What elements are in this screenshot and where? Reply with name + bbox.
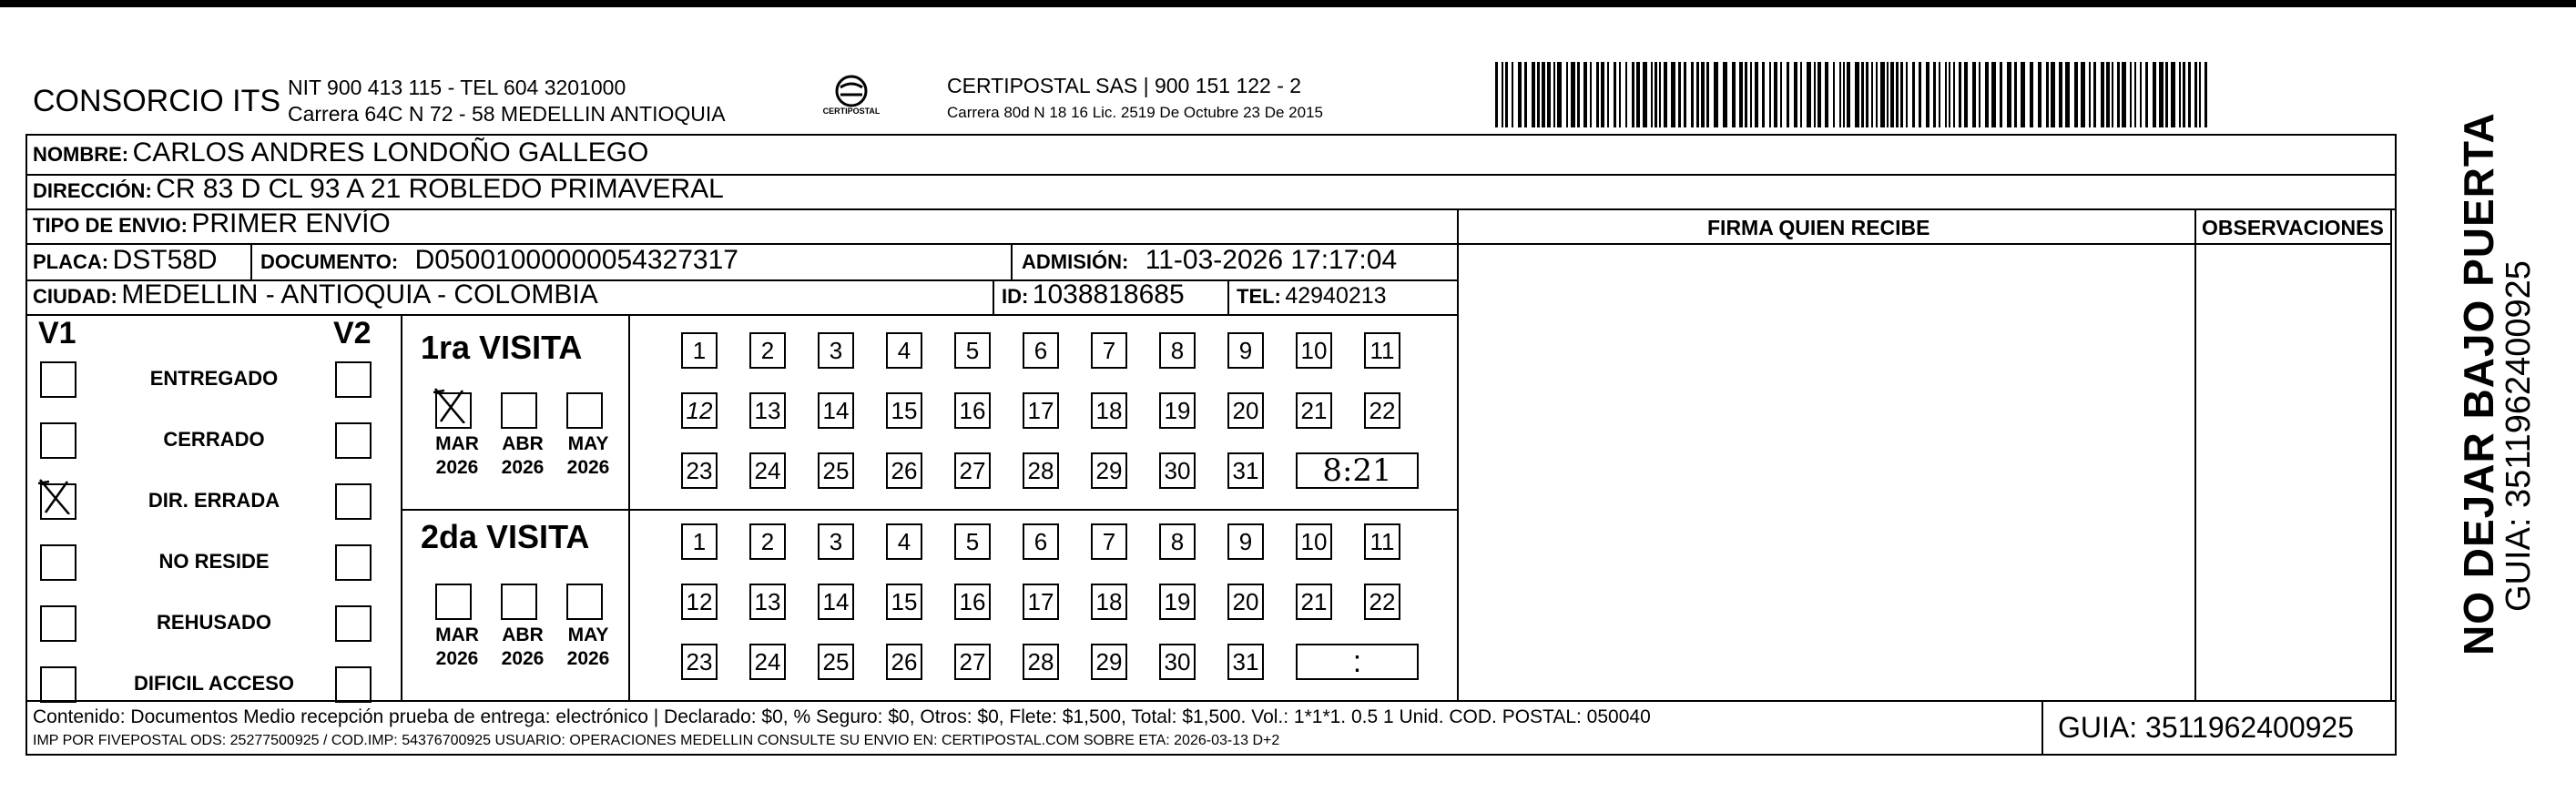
v2-label: V2 bbox=[333, 316, 372, 350]
month-checkbox[interactable] bbox=[566, 584, 603, 620]
day-box: 31 bbox=[1227, 452, 1264, 489]
barcode-bar bbox=[1794, 62, 1797, 127]
divider bbox=[1457, 208, 1459, 700]
direccion-value: CR 83 D CL 93 A 21 ROBLEDO PRIMAVERAL bbox=[156, 174, 724, 204]
month-label bbox=[559, 624, 617, 671]
barcode-bar bbox=[2065, 62, 2070, 127]
day-box: 16 bbox=[954, 392, 991, 429]
status-label: DIR. ERRADA bbox=[148, 489, 280, 512]
month-year: 2026 bbox=[566, 457, 610, 478]
barcode-bar bbox=[1949, 62, 1950, 127]
day-box: 23 bbox=[681, 452, 718, 489]
observaciones-label: OBSERVACIONES bbox=[2202, 216, 2384, 239]
status-label: DIFICIL ACCESO bbox=[133, 672, 294, 695]
v2-checkbox[interactable] bbox=[335, 544, 372, 581]
documento-label: DOCUMENTO: bbox=[260, 250, 399, 273]
barcode-bar bbox=[1807, 62, 1811, 127]
day-box: 23 bbox=[681, 644, 718, 680]
nombre-value: CARLOS ANDRES LONDOÑO GALLEGO bbox=[132, 137, 649, 168]
day-box: 26 bbox=[886, 644, 922, 680]
day-box: 2 bbox=[749, 332, 786, 369]
barcode-bar bbox=[1926, 62, 1929, 127]
day-box: 8 bbox=[1159, 332, 1196, 369]
tel-value: 42940213 bbox=[1285, 283, 1387, 309]
barcode-bar bbox=[2204, 62, 2207, 127]
barcode-bar bbox=[2134, 62, 2136, 127]
day-box: 27 bbox=[954, 644, 991, 680]
barcode-bar bbox=[1696, 62, 1699, 127]
day-box: 19 bbox=[1159, 392, 1196, 429]
day-box: 13 bbox=[749, 392, 786, 429]
month-year: 2026 bbox=[501, 648, 545, 669]
day-box: 22 bbox=[1364, 584, 1400, 620]
v1-checkbox[interactable] bbox=[40, 483, 76, 520]
company-name: CONSORCIO ITS bbox=[33, 84, 281, 118]
barcode-bar bbox=[1537, 62, 1540, 127]
barcode-bar bbox=[2165, 62, 2168, 127]
barcode-bar bbox=[1887, 62, 1889, 127]
month-name: MAR bbox=[435, 433, 479, 454]
day-box: 9 bbox=[1227, 332, 1264, 369]
barcode-bar bbox=[1876, 62, 1878, 127]
day-box: 18 bbox=[1091, 392, 1127, 429]
barcode-bar bbox=[1880, 62, 1885, 127]
month-label bbox=[494, 432, 552, 480]
ciudad-label: CIUDAD: bbox=[33, 285, 117, 308]
barcode-bar bbox=[1912, 62, 1915, 127]
v2-checkbox[interactable] bbox=[335, 422, 372, 459]
month-name: MAR bbox=[435, 624, 479, 645]
month-checkbox[interactable] bbox=[435, 584, 472, 620]
day-box: 7 bbox=[1091, 523, 1127, 560]
barcode-bar bbox=[1769, 62, 1771, 127]
divider bbox=[27, 700, 2395, 702]
barcode-bar bbox=[2093, 62, 2096, 127]
nombre-row bbox=[33, 137, 648, 168]
nit-line: NIT 900 413 115 - TEL 604 3201000 bbox=[288, 76, 626, 99]
barcode-bar bbox=[1750, 62, 1752, 127]
barcode-bar bbox=[1512, 62, 1513, 127]
day-box: 8 bbox=[1159, 523, 1196, 560]
barcode-bar bbox=[1991, 62, 1996, 127]
firma-label: FIRMA QUIEN RECIBE bbox=[1707, 216, 1930, 239]
admision-label: ADMISIÓN: bbox=[1022, 250, 1129, 273]
barcode-bar bbox=[1524, 62, 1527, 127]
day-box: 21 bbox=[1296, 392, 1332, 429]
divider bbox=[628, 314, 630, 700]
month-year: 2026 bbox=[566, 648, 610, 669]
day-box: 30 bbox=[1159, 452, 1196, 489]
barcode-bar bbox=[1547, 62, 1551, 127]
month-checkbox[interactable] bbox=[566, 392, 603, 429]
barcode-bar bbox=[1557, 62, 1562, 127]
day-box: 11 bbox=[1364, 332, 1400, 369]
divider bbox=[27, 314, 1457, 316]
barcode-bar bbox=[1625, 62, 1627, 127]
barcode-bar bbox=[1866, 62, 1868, 127]
barcode-bar bbox=[2074, 62, 2078, 127]
barcode-bar bbox=[1985, 62, 1989, 127]
barcode-bar bbox=[1964, 62, 1968, 127]
direccion-row bbox=[33, 174, 724, 205]
imp-line: IMP POR FIVEPOSTAL ODS: 25277500925 / COD.IMP: 54376700925 USUARIO: OPERACIONES MEDELLIN CONSULTE SU ENVIO EN: CERTIPOSTAL.COM SOBRE ETA: 2026-03-13 D+2 bbox=[33, 733, 1280, 748]
barcode-bar bbox=[1919, 62, 1921, 127]
barcode-bar bbox=[2179, 62, 2181, 127]
barcode-bar bbox=[1780, 62, 1782, 127]
barcode-bar bbox=[2021, 62, 2025, 127]
divider bbox=[1011, 243, 1013, 279]
day-box: 14 bbox=[818, 584, 854, 620]
day-box: 28 bbox=[1023, 452, 1059, 489]
side-warning: NO DEJAR BAJO PUERTA bbox=[2455, 112, 2502, 655]
barcode-bar bbox=[2199, 62, 2201, 127]
barcode-bar bbox=[1861, 62, 1864, 127]
barcode-bar bbox=[1571, 62, 1575, 127]
barcode-bar bbox=[1542, 62, 1545, 127]
day-box: 13 bbox=[749, 584, 786, 620]
v1-checkbox[interactable] bbox=[40, 605, 76, 642]
barcode-bar bbox=[2051, 62, 2055, 127]
barcode-bar bbox=[2122, 62, 2126, 127]
barcode-bar bbox=[1906, 62, 1908, 127]
day-box: 15 bbox=[886, 392, 922, 429]
month-year: 2026 bbox=[435, 457, 479, 478]
barcode-bar bbox=[2159, 62, 2164, 127]
day-box: 7 bbox=[1091, 332, 1127, 369]
barcode-bar bbox=[1959, 62, 1961, 127]
barcode-bar bbox=[1619, 62, 1621, 127]
day-box: 22 bbox=[1364, 392, 1400, 429]
divider bbox=[1227, 279, 1229, 314]
day-box: 4 bbox=[886, 332, 922, 369]
barcode-bar bbox=[1800, 62, 1802, 127]
day-box: 12 bbox=[681, 392, 718, 429]
month-checkbox[interactable] bbox=[501, 584, 537, 620]
placa-value: DST58D bbox=[112, 245, 218, 275]
month-label bbox=[559, 432, 617, 480]
day-box: 17 bbox=[1023, 392, 1059, 429]
nombre-label: NOMBRE: bbox=[33, 143, 129, 166]
barcode-bar bbox=[1843, 62, 1845, 127]
barcode-bar bbox=[2112, 62, 2113, 127]
barcode-bar bbox=[1939, 62, 1940, 127]
day-box: 10 bbox=[1296, 523, 1332, 560]
id-label: ID: bbox=[1002, 285, 1029, 308]
logo-text: CERTIPOSTAL bbox=[822, 107, 881, 116]
barcode-bar bbox=[1495, 62, 1498, 127]
v2-checkbox[interactable] bbox=[335, 361, 372, 398]
barcode-bar bbox=[1583, 62, 1587, 127]
barcode-bar bbox=[2089, 62, 2091, 127]
v1-label: V1 bbox=[38, 316, 76, 350]
barcode-bar bbox=[1945, 62, 1947, 127]
barcode-bar bbox=[2188, 62, 2191, 127]
day-box: 5 bbox=[954, 332, 991, 369]
barcode-bar bbox=[1655, 62, 1657, 127]
barcode-bar bbox=[2171, 62, 2175, 127]
day-box: 25 bbox=[818, 644, 854, 680]
day-box: 18 bbox=[1091, 584, 1127, 620]
barcode-bar bbox=[1701, 62, 1705, 127]
tel-label: TEL: bbox=[1237, 285, 1281, 308]
time-box: 8:21 bbox=[1296, 452, 1419, 489]
time-box: : bbox=[1296, 644, 1419, 680]
barcode-bar bbox=[1890, 62, 1894, 127]
x-mark-icon bbox=[432, 387, 468, 423]
first-visit-title: 1ra VISITA bbox=[421, 329, 583, 366]
barcode-bar bbox=[1505, 62, 1508, 127]
day-box: 26 bbox=[886, 452, 922, 489]
barcode-bar bbox=[1817, 62, 1821, 127]
barcode-bar bbox=[1553, 62, 1555, 127]
barcode-bar bbox=[1632, 62, 1634, 127]
day-box: 14 bbox=[818, 392, 854, 429]
month-checkbox[interactable] bbox=[435, 392, 472, 429]
shipping-form bbox=[25, 134, 2397, 756]
day-box: 24 bbox=[749, 452, 786, 489]
barcode-bar bbox=[1814, 62, 1816, 127]
day-box: 3 bbox=[818, 332, 854, 369]
divider bbox=[401, 314, 402, 700]
barcode-bar bbox=[2030, 62, 2033, 127]
id-value: 1038818685 bbox=[1032, 279, 1185, 310]
barcode-bar bbox=[1671, 62, 1675, 127]
day-box: 21 bbox=[1296, 584, 1332, 620]
x-mark-icon bbox=[36, 478, 73, 514]
day-box: 9 bbox=[1227, 523, 1264, 560]
tipo-label: TIPO DE ENVIO: bbox=[33, 214, 188, 237]
barcode-bar bbox=[2014, 62, 2017, 127]
day-box: 19 bbox=[1159, 584, 1196, 620]
barcode-bar bbox=[1762, 62, 1765, 127]
barcode-bar bbox=[1714, 62, 1718, 127]
barcode-bar bbox=[2007, 62, 2011, 127]
side-guia: GUIA: 3511962400925 bbox=[2500, 260, 2538, 612]
barcode-bar bbox=[1590, 62, 1592, 127]
day-box: 31 bbox=[1227, 644, 1264, 680]
barcode-bar bbox=[1871, 62, 1873, 127]
barcode-bar bbox=[2101, 62, 2104, 127]
barcode-bar bbox=[2194, 62, 2197, 127]
barcode-bar bbox=[1825, 62, 1828, 127]
day-box: 1 bbox=[681, 332, 718, 369]
divider bbox=[250, 243, 252, 279]
month-checkbox[interactable] bbox=[501, 392, 537, 429]
day-box: 5 bbox=[954, 523, 991, 560]
v2-checkbox[interactable] bbox=[335, 666, 372, 703]
barcode-bar bbox=[1953, 62, 1955, 127]
ciudad-field bbox=[33, 279, 598, 310]
month-year: 2026 bbox=[501, 457, 545, 478]
day-box: 30 bbox=[1159, 644, 1196, 680]
barcode-bar bbox=[2145, 62, 2148, 127]
certi-line: CERTIPOSTAL SAS | 900 151 122 - 2 bbox=[947, 74, 1302, 97]
v1-checkbox[interactable] bbox=[40, 544, 76, 581]
barcode-bar bbox=[1684, 62, 1686, 127]
barcode-bar bbox=[2046, 62, 2049, 127]
month-label bbox=[428, 624, 486, 671]
day-box: 1 bbox=[681, 523, 718, 560]
status-label: NO RESIDE bbox=[158, 550, 270, 573]
top-border bbox=[0, 0, 2576, 7]
divider bbox=[2041, 700, 2043, 754]
second-visit-title: 2da VISITA bbox=[421, 518, 590, 555]
v2-checkbox[interactable] bbox=[335, 483, 372, 520]
barcode-bar bbox=[1596, 62, 1599, 127]
barcode-bar bbox=[2140, 62, 2142, 127]
content-line: Contenido: Documentos Medio recepción prueba de entrega: electrónico | Declarado: $0, % Seguro: $0, Otros: $0, Flete: $1,500, Total: $1,500. Vol.: 1*1*1. 0.5 1 Unid. COD. POSTAL: 050040 bbox=[33, 706, 1651, 727]
day-box: 28 bbox=[1023, 644, 1059, 680]
month-label bbox=[428, 432, 486, 480]
barcode bbox=[1495, 62, 2215, 127]
barcode-bar bbox=[1532, 62, 1535, 127]
address-line: Carrera 64C N 72 - 58 MEDELLIN ANTIOQUIA bbox=[288, 102, 726, 126]
day-box: 4 bbox=[886, 523, 922, 560]
divider bbox=[1457, 243, 2392, 245]
barcode-bar bbox=[1678, 62, 1681, 127]
v2-checkbox[interactable] bbox=[335, 605, 372, 642]
barcode-bar bbox=[2038, 62, 2041, 127]
tipo-value: PRIMER ENVÍO bbox=[191, 208, 391, 239]
id-field bbox=[1002, 279, 1185, 310]
day-box: 17 bbox=[1023, 584, 1059, 620]
barcode-bar bbox=[1900, 62, 1903, 127]
barcode-bar bbox=[1732, 62, 1736, 127]
month-name: ABR bbox=[502, 433, 544, 454]
direccion-label: DIRECCIÓN: bbox=[33, 179, 152, 202]
company-info bbox=[288, 75, 726, 127]
barcode-bar bbox=[2117, 62, 2120, 127]
footer-guia: GUIA: 3511962400925 bbox=[2058, 711, 2354, 744]
day-box: 25 bbox=[818, 452, 854, 489]
month-label bbox=[494, 624, 552, 671]
divider bbox=[401, 509, 1457, 511]
ciudad-value: MEDELLIN - ANTIOQUIA - COLOMBIA bbox=[121, 279, 598, 310]
barcode-bar bbox=[1614, 62, 1616, 127]
certipostal-logo-icon bbox=[824, 73, 879, 127]
placa-label: PLACA: bbox=[33, 250, 109, 273]
day-box: 15 bbox=[886, 584, 922, 620]
barcode-bar bbox=[1847, 62, 1850, 127]
barcode-bar bbox=[1755, 62, 1758, 127]
barcode-bar bbox=[1979, 62, 1980, 127]
admision-value: 11-03-2026 17:17:04 bbox=[1145, 245, 1398, 275]
barcode-bar bbox=[1643, 62, 1647, 127]
day-box: 10 bbox=[1296, 332, 1332, 369]
documento-value: D05001000000054327317 bbox=[414, 245, 738, 275]
barcode-bar bbox=[1855, 62, 1859, 127]
month-name: ABR bbox=[502, 624, 544, 645]
barcode-bar bbox=[2153, 62, 2156, 127]
divider bbox=[993, 279, 994, 314]
divider bbox=[2194, 208, 2196, 700]
tel-field bbox=[1237, 283, 1387, 310]
barcode-bar bbox=[1607, 62, 1609, 127]
admision-field bbox=[1022, 245, 1397, 276]
barcode-bar bbox=[2081, 62, 2085, 127]
barcode-bar bbox=[1518, 62, 1522, 127]
placa-field bbox=[33, 245, 218, 276]
month-year: 2026 bbox=[435, 648, 479, 669]
barcode-bar bbox=[2059, 62, 2062, 127]
day-box: 12 bbox=[681, 584, 718, 620]
status-label: CERRADO bbox=[163, 428, 265, 451]
certipostal-info bbox=[947, 73, 1323, 126]
barcode-bar bbox=[1839, 62, 1841, 127]
divider bbox=[2390, 208, 2392, 700]
barcode-bar bbox=[1636, 62, 1640, 127]
day-box: 29 bbox=[1091, 644, 1127, 680]
barcode-bar bbox=[1706, 62, 1709, 127]
day-box: 2 bbox=[749, 523, 786, 560]
barcode-bar bbox=[1502, 62, 1503, 127]
barcode-bar bbox=[1774, 62, 1777, 127]
barcode-bar bbox=[1577, 62, 1580, 127]
barcode-bar bbox=[1664, 62, 1667, 127]
license-line: Carrera 80d N 18 16 Lic. 2519 De Octubre 23 De 2015 bbox=[947, 104, 1323, 121]
barcode-bar bbox=[1787, 62, 1789, 127]
barcode-bar bbox=[1933, 62, 1936, 127]
documento-field bbox=[260, 245, 738, 276]
day-box: 20 bbox=[1227, 392, 1264, 429]
status-label: ENTREGADO bbox=[149, 367, 279, 390]
month-name: MAY bbox=[567, 624, 609, 645]
barcode-bar bbox=[1972, 62, 1976, 127]
barcode-bar bbox=[2183, 62, 2185, 127]
status-label: REHUSADO bbox=[157, 611, 271, 634]
day-box: 3 bbox=[818, 523, 854, 560]
day-box: 6 bbox=[1023, 332, 1059, 369]
barcode-bar bbox=[1739, 62, 1743, 127]
tipo-row bbox=[33, 208, 391, 239]
barcode-bar bbox=[1601, 62, 1604, 127]
day-box: 24 bbox=[749, 644, 786, 680]
day-box: 27 bbox=[954, 452, 991, 489]
barcode-bar bbox=[1659, 62, 1661, 127]
day-box: 20 bbox=[1227, 584, 1264, 620]
day-box: 16 bbox=[954, 584, 991, 620]
barcode-bar bbox=[1691, 62, 1694, 127]
barcode-bar bbox=[2106, 62, 2110, 127]
barcode-bar bbox=[2130, 62, 2132, 127]
barcode-bar bbox=[2000, 62, 2002, 127]
day-box: 11 bbox=[1364, 523, 1400, 560]
day-box: 6 bbox=[1023, 523, 1059, 560]
barcode-bar bbox=[1651, 62, 1653, 127]
barcode-bar bbox=[1745, 62, 1747, 127]
v1-checkbox[interactable] bbox=[40, 422, 76, 459]
barcode-bar bbox=[1896, 62, 1899, 127]
barcode-bar bbox=[1723, 62, 1727, 127]
v1-checkbox[interactable] bbox=[40, 666, 76, 703]
v1-checkbox[interactable] bbox=[40, 361, 76, 398]
barcode-bar bbox=[1833, 62, 1835, 127]
day-box: 29 bbox=[1091, 452, 1127, 489]
month-name: MAY bbox=[567, 433, 609, 454]
barcode-bar bbox=[1566, 62, 1568, 127]
